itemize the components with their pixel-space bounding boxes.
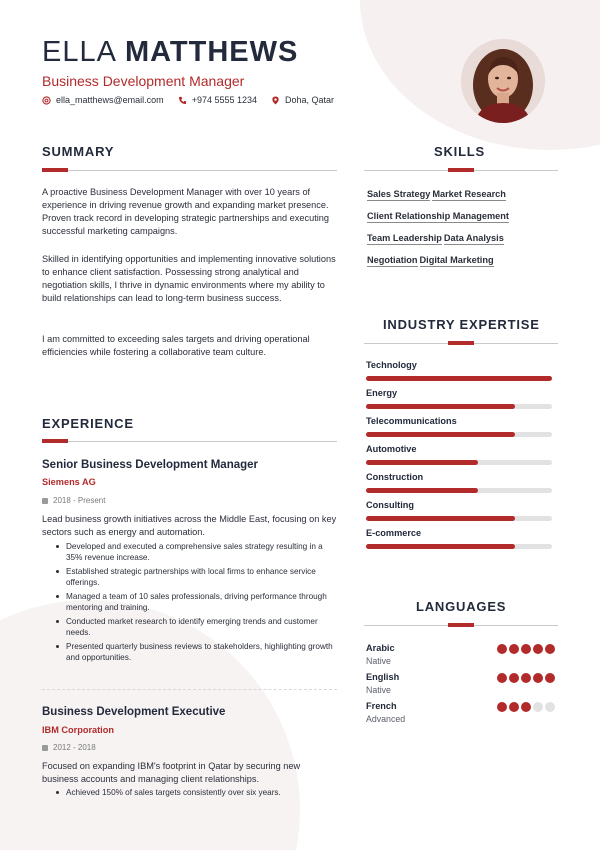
rating-dot	[533, 673, 543, 683]
rating-dot	[545, 644, 555, 654]
rating-dot	[545, 702, 555, 712]
expertise-bar	[366, 544, 552, 549]
skill-tag: Client Relationship Management	[367, 211, 509, 221]
candidate-name	[42, 36, 298, 69]
language-name: French	[366, 701, 397, 711]
job-1-description: Lead business growth initiatives across the Middle East, focusing on key sectors such as energy and automation.	[42, 514, 337, 537]
skills-heading: SKILLS	[434, 144, 486, 159]
job-1-bullets	[56, 541, 336, 666]
skills-row	[367, 189, 557, 211]
summary-paragraph-3: I am committed to exceeding sales targets and driving operational efficiencies while fostering a collaborative team culture.	[42, 334, 310, 357]
experience-divider	[42, 441, 337, 442]
expertise-label: Telecommunications	[366, 416, 457, 426]
expertise-label: E-commerce	[366, 528, 422, 538]
experience-heading: EXPERIENCE	[42, 416, 134, 431]
expertise-label: Automotive	[366, 444, 417, 454]
expertise-label: Consulting	[366, 500, 414, 510]
expertise-bar	[366, 488, 552, 493]
expertise-bar	[366, 404, 552, 409]
summary-divider	[42, 170, 337, 171]
language-level: Native	[366, 656, 391, 666]
skill-tag: Digital Marketing	[419, 255, 494, 265]
job-2-description: Focused on expanding IBM's footprint in Qatar by securing new business accounts and managing client relationships.	[42, 761, 301, 784]
calendar-icon	[42, 498, 48, 504]
experience-accent	[42, 439, 68, 443]
rating-dot	[533, 702, 543, 712]
rating-dot	[509, 702, 519, 712]
job-divider	[42, 689, 337, 690]
expertise-bar-fill	[366, 460, 478, 465]
job-2-bullets	[56, 787, 336, 801]
calendar-icon	[42, 745, 48, 751]
phone-icon	[178, 96, 187, 105]
languages-heading: LANGUAGES	[416, 599, 507, 614]
email-text: ella_matthews@email.com	[56, 95, 164, 105]
skills-row	[367, 233, 557, 255]
list-item: Conducted market research to identify emerging trends and customer needs.	[56, 616, 336, 638]
list-item: Established strategic partnerships with local firms to enhance service offerings.	[56, 566, 336, 588]
portrait-image	[461, 39, 545, 123]
location-contact	[271, 95, 334, 105]
expertise-bar	[366, 432, 552, 437]
expertise-label: Construction	[366, 472, 424, 482]
job-1-company: Siemens AG	[42, 477, 96, 487]
skill-tag: Sales Strategy	[367, 189, 431, 199]
expertise-label: Energy	[366, 388, 398, 398]
expertise-bar	[366, 376, 552, 381]
profile-photo	[461, 39, 545, 123]
summary-heading: SUMMARY	[42, 144, 115, 159]
skill-tag: Negotiation	[367, 255, 418, 265]
rating-dot	[521, 644, 531, 654]
language-name: English	[366, 672, 400, 682]
rating-dot	[497, 644, 507, 654]
job-1-dates-text: 2018 - Present	[53, 496, 106, 505]
expertise-label: Technology	[366, 360, 417, 370]
location-text: Doha, Qatar	[285, 95, 335, 105]
list-item: Achieved 150% of sales targets consistently over six years.	[56, 787, 336, 798]
list-item: Presented quarterly business reviews to stakeholders, highlighting growth and opportunities.	[56, 641, 336, 663]
skills-row	[367, 211, 557, 233]
job-2-dates-text: 2012 - 2018	[53, 743, 96, 752]
language-level: Advanced	[366, 714, 406, 724]
skill-tag: Data Analysis	[443, 233, 504, 243]
language-name: Arabic	[366, 643, 395, 653]
summary-paragraph-1: A proactive Business Development Manager with over 10 years of experience in driving revenue growth and expanding market presence. Proven track record in developing strategic partnerships and executing successful marketing campaigns.	[42, 187, 330, 236]
expertise-bar	[366, 516, 552, 521]
rating-dot	[533, 644, 543, 654]
rating-dot	[497, 702, 507, 712]
job-1-title: Senior Business Development Manager	[42, 459, 259, 471]
at-icon	[42, 96, 51, 105]
location-pin-icon	[271, 96, 280, 105]
expertise-bar-fill	[366, 544, 515, 549]
expertise-accent	[448, 341, 474, 345]
job-2-dates	[42, 743, 96, 752]
expertise-heading: INDUSTRY EXPERTISE	[383, 317, 540, 332]
summary-paragraph-2: Skilled in identifying opportunities and implementing innovative solutions to enhance client satisfaction. Possessing strong analytical and negotiation skills, I thrive in dynamic environments where my ability to build relationships can lead to long-term business success.	[42, 254, 336, 303]
expertise-bar-fill	[366, 404, 515, 409]
expertise-bar-fill	[366, 488, 478, 493]
summary-accent	[42, 168, 68, 172]
skill-tag: Team Leadership	[367, 233, 442, 243]
contact-info	[42, 95, 334, 105]
language-rating	[497, 644, 555, 654]
list-item: Managed a team of 10 sales professionals, driving performance through mentoring and training.	[56, 591, 336, 613]
expertise-bar-fill	[366, 516, 515, 521]
skills-tags	[367, 189, 557, 277]
job-2-company: IBM Corporation	[42, 725, 114, 735]
skills-row	[367, 255, 557, 277]
language-rating	[497, 702, 555, 712]
rating-dot	[497, 673, 507, 683]
phone-contact[interactable]	[178, 95, 257, 105]
email-contact[interactable]	[42, 95, 164, 105]
language-rating	[497, 673, 555, 683]
list-item: Developed and executed a comprehensive sales strategy resulting in a 35% revenue increase.	[56, 541, 336, 563]
rating-dot	[509, 644, 519, 654]
expertise-bar-fill	[366, 432, 515, 437]
last-name: MATTHEWS	[124, 36, 299, 68]
skill-tag: Market Research	[432, 189, 506, 199]
language-level: Native	[366, 685, 391, 695]
rating-dot	[509, 673, 519, 683]
rating-dot	[521, 673, 531, 683]
rating-dot	[521, 702, 531, 712]
job-1-dates	[42, 496, 105, 505]
job-2-title: Business Development Executive	[42, 706, 226, 718]
first-name: ELLA	[42, 36, 117, 68]
expertise-bar-fill	[366, 376, 552, 381]
expertise-bar	[366, 460, 552, 465]
phone-text: +974 5555 1234	[191, 95, 258, 105]
job-title: Business Development Manager	[42, 73, 245, 89]
rating-dot	[545, 673, 555, 683]
skills-accent	[448, 168, 474, 172]
languages-accent	[448, 623, 474, 627]
